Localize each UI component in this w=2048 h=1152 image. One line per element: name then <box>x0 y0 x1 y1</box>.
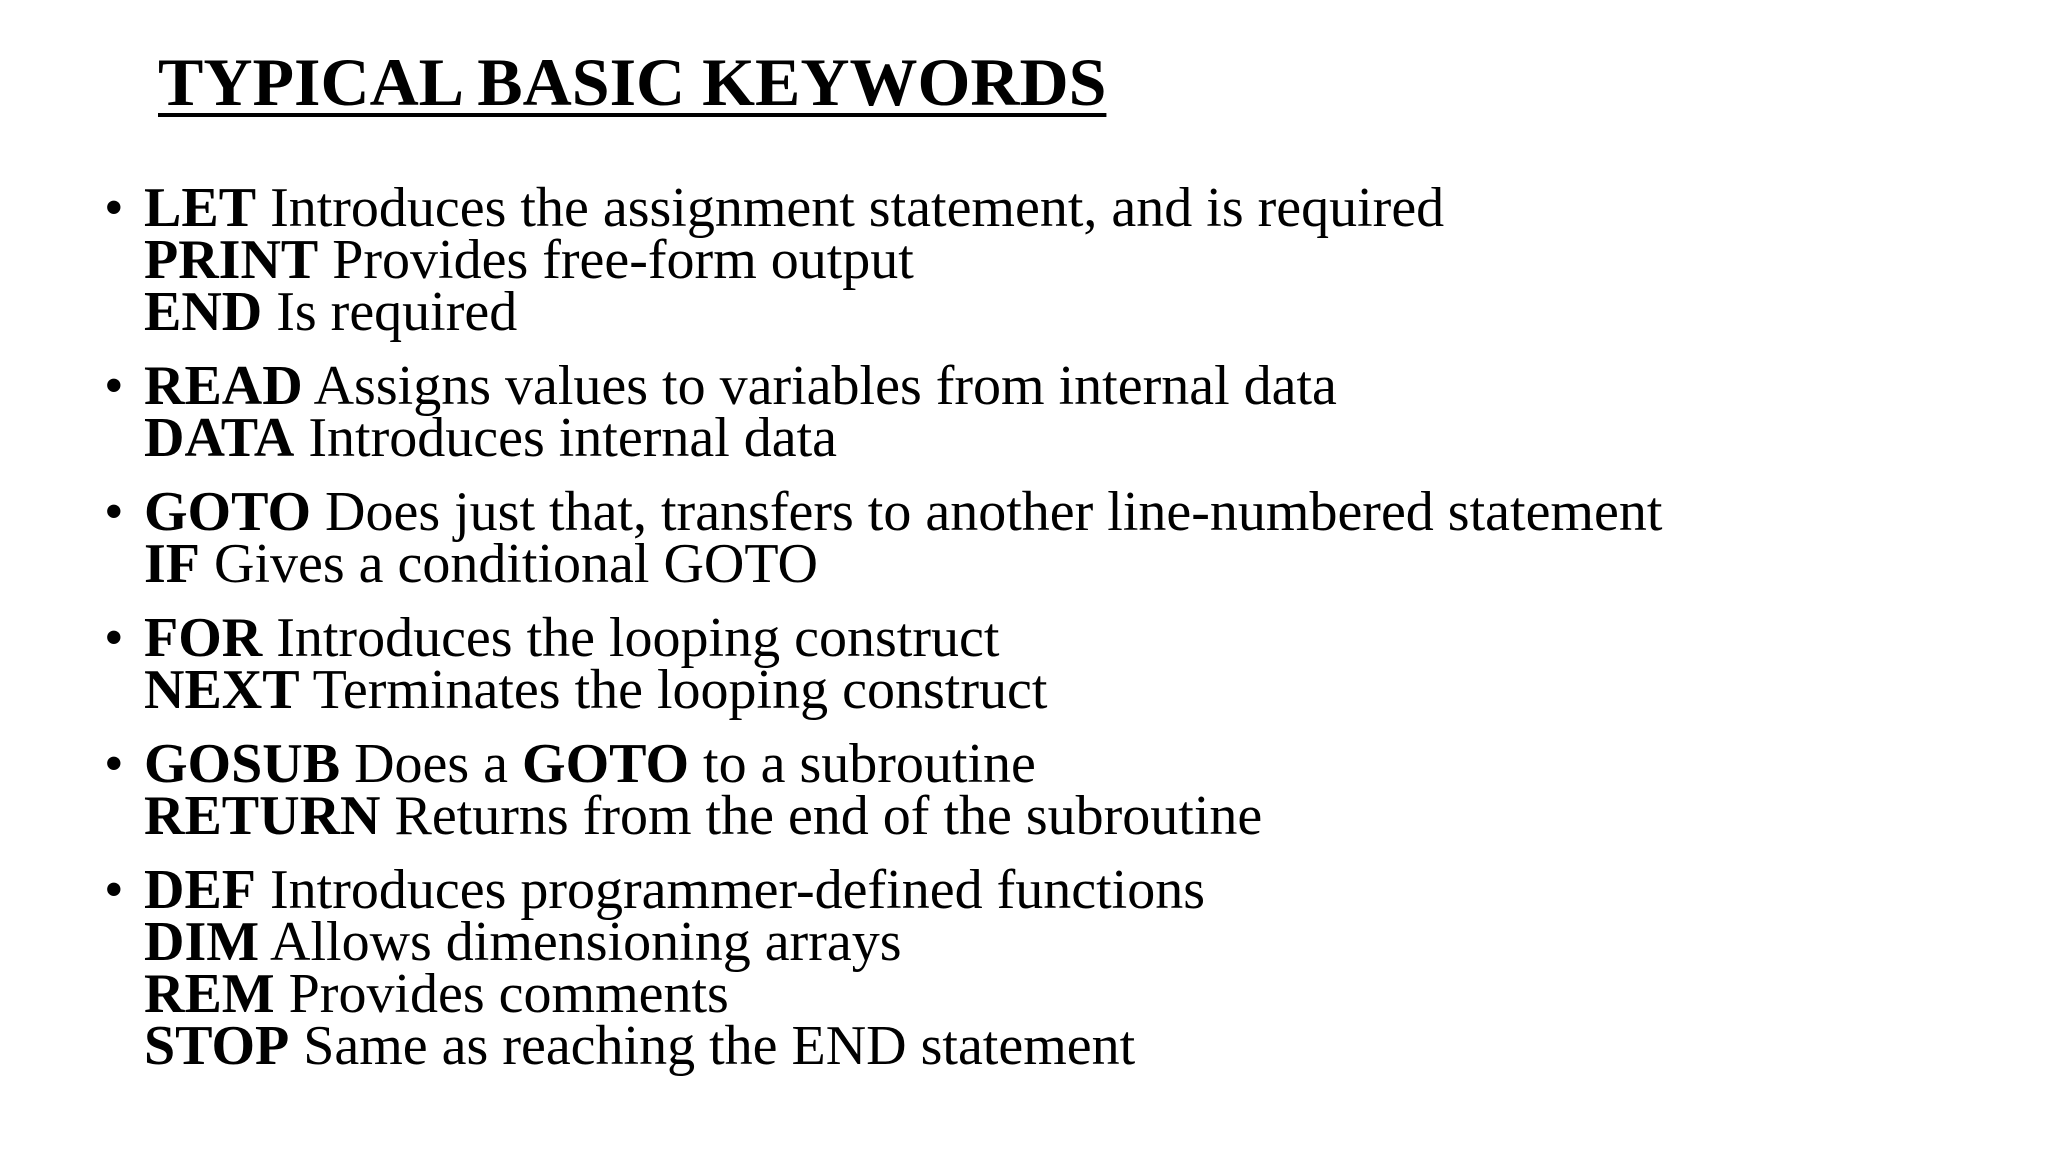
keyword-for: FOR <box>144 607 263 669</box>
keyword-stop: STOP <box>144 1015 290 1077</box>
keyword-line-rem <box>144 963 2000 1025</box>
bullet-group-let-print-end <box>100 177 2000 343</box>
keyword-dim: DIM <box>144 911 260 973</box>
keyword-data: DATA <box>144 407 295 469</box>
keyword-description: Same as reaching the END statement <box>303 1015 1136 1077</box>
keyword-line-print <box>144 229 2000 291</box>
keyword-def: DEF <box>144 859 256 921</box>
keyword-description: Does a <box>354 733 509 795</box>
keyword-print: PRINT <box>144 229 319 291</box>
bullet-group-read-data <box>100 355 2000 469</box>
bullet-group-goto-if <box>100 481 2000 595</box>
keyword-line-data <box>144 407 2000 469</box>
keyword-description: Assigns values to variables from internal data <box>313 355 1337 417</box>
keyword-line-if <box>144 533 2000 595</box>
keyword-line-next <box>144 659 2000 721</box>
keyword-description: Gives a conditional GOTO <box>214 533 818 595</box>
bullet-icon: • <box>104 355 124 417</box>
keyword-line-end <box>144 281 2000 343</box>
bullet-group-def-dim-rem-stop <box>100 859 2000 1077</box>
keyword-description: Provides comments <box>288 963 729 1025</box>
keyword-line-stop <box>144 1015 2000 1077</box>
bullet-icon: • <box>104 177 124 239</box>
keyword-gosub: GOSUB <box>144 733 341 795</box>
keyword-rem: REM <box>144 963 275 1025</box>
keyword-description: Provides free-form output <box>332 229 914 291</box>
keyword-line-return <box>144 785 2000 847</box>
keyword-goto: GOTO <box>144 481 312 543</box>
keyword-bullet-list <box>100 177 2000 1094</box>
keyword-let: LET <box>144 177 257 239</box>
keyword-description: Introduces the assignment statement, and is required <box>270 177 1445 239</box>
keyword-description: Returns from the end of the subroutine <box>394 785 1263 847</box>
keyword-line-read <box>144 355 2000 417</box>
keyword-line-let <box>144 177 2000 239</box>
bullet-icon: • <box>104 859 124 921</box>
bullet-icon: • <box>104 481 124 543</box>
keyword-description: Introduces the looping construct <box>276 607 1000 669</box>
bullet-icon: • <box>104 607 124 669</box>
keyword-line-dim <box>144 911 2000 973</box>
keyword-description: to a subroutine <box>703 733 1036 795</box>
bullet-icon: • <box>104 733 124 795</box>
keyword-end: END <box>144 281 263 343</box>
keyword-goto-inline: GOTO <box>522 733 690 795</box>
keyword-line-def <box>144 859 2000 921</box>
keyword-description: Terminates the looping construct <box>312 659 1048 721</box>
slide-title: TYPICAL BASIC KEYWORDS <box>158 44 1107 120</box>
keyword-line-for <box>144 607 2000 669</box>
keyword-description: Allows dimensioning arrays <box>270 911 902 973</box>
bullet-group-gosub-return <box>100 733 2000 847</box>
keyword-description: Introduces programmer-defined functions <box>270 859 1205 921</box>
keyword-if: IF <box>144 533 200 595</box>
bullet-group-for-next <box>100 607 2000 721</box>
keyword-next: NEXT <box>144 659 300 721</box>
keyword-read: READ <box>144 355 303 417</box>
keyword-description: Does just that, transfers to another line-numbered statement <box>325 481 1663 543</box>
keyword-description: Introduces internal data <box>308 407 838 469</box>
keyword-description: Is required <box>276 281 518 343</box>
keyword-line-gosub <box>144 733 2000 795</box>
keyword-return: RETURN <box>144 785 381 847</box>
keyword-line-goto <box>144 481 2000 543</box>
